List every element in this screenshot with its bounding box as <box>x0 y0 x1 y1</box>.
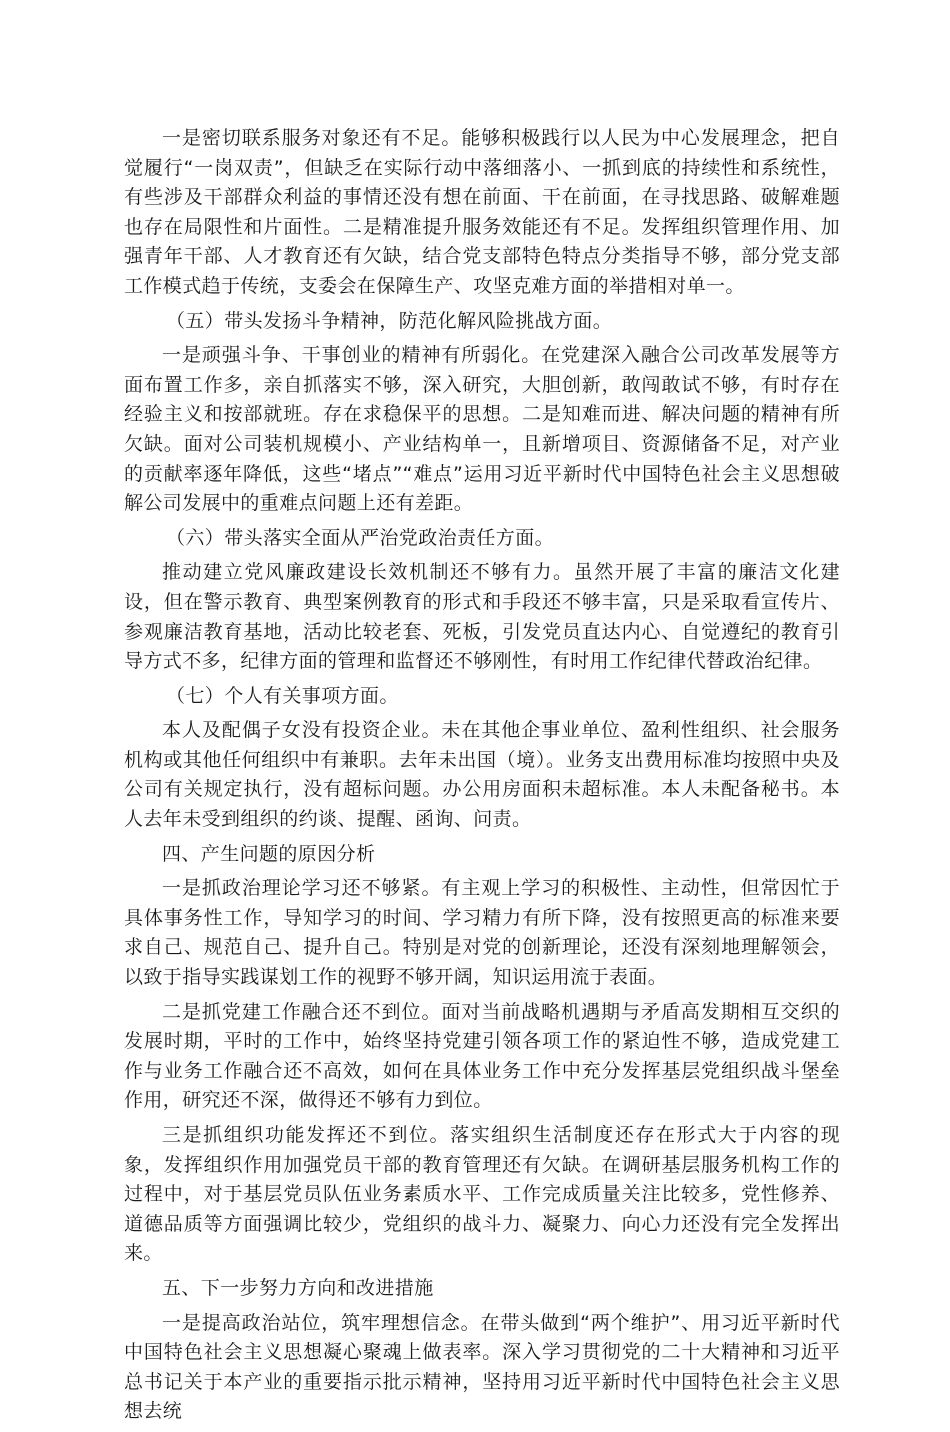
section-heading: 五、下一步努力方向和改进措施 <box>162 1276 434 1299</box>
paragraph: 一是密切联系服务对象还有不足。能够积极践行以人民为中心发展理念，把自觉履行“一岗双责”，但缺乏在实际行动中落细落小、一抓到底的持续性和系统性，有些涉及干部群众利益的事情还没有想在前面、干在前面，在寻找思路、破解难题也存在局限性和片面性。二是精准提升服务效能还有不足。发挥组织管理作用、加强青年干部、人才教育还有欠缺，结合党支部特色特点分类指导不够，部分党支部工作模式趋于传统，支委会在保障生产、攻坚克难方面的举措相对单一。 <box>124 127 840 297</box>
section-heading: 四、产生问题的原因分析 <box>162 842 376 865</box>
paragraph: 推动建立党风廉政建设长效机制还不够有力。虽然开展了丰富的廉洁文化建设，但在警示教育、典型案例教育的形式和手段还不够丰富，只是采取看宣传片、参观廉洁教育基地，活动比较老套、死板，引发党员直达内心、自觉遵纪的教育引导方式不多，纪律方面的管理和监督还不够刚性，有时用工作纪律代替政治纪律。 <box>124 561 840 673</box>
document-body <box>124 124 840 1432</box>
paragraph: 二是抓党建工作融合还不到位。面对当前战略机遇期与矛盾高发期相互交织的发展时期，平时的工作中，始终坚持党建引领各项工作的紧迫性不够，造成党建工作与业务工作融合还不高效，如何在具体业务工作中充分发挥基层党组织战斗堡垒作用，研究还不深，做得还不够有力到位。 <box>124 1000 840 1112</box>
paragraph: 一是抓政治理论学习还不够紧。有主观上学习的积极性、主动性，但常因忙于具体事务性工作，导知学习的时间、学习精力有所下降，没有按照更高的标准来要求自己、规范自己、提升自己。特别是对党的创新理论，还没有深刻地理解领会，以致于指导实践谋划工作的视野不够开阔，知识运用流于表面。 <box>124 877 840 989</box>
section-heading: （五）带头发扬斗争精神，防范化解风险挑战方面。 <box>166 309 613 332</box>
section-heading: （七）个人有关事项方面。 <box>166 684 399 707</box>
paragraph: 三是抓组织功能发挥还不到位。落实组织生活制度还存在形式大于内容的现象，发挥组织作用加强党员干部的教育管理还有欠缺。在调研基层服务机构工作的过程中，对于基层党员队伍业务素质水平、工作完成质量关注比较多，党性修养、道德品质等方面强调比较少，党组织的战斗力、凝聚力、向心力还没有完全发挥出来。 <box>124 1124 840 1265</box>
section-heading: （六）带头落实全面从严治党政治责任方面。 <box>166 526 555 549</box>
paragraph: 本人及配偶子女没有投资企业。未在其他企事业单位、盈利性组织、社会服务机构或其他任何组织中有兼职。去年未出国（境）。业务支出费用标准均按照中央及公司有关规定执行，没有超标问题。办公用房面积未超标准。本人未配备秘书。本人去年未受到组织的约谈、提醒、函询、问责。 <box>124 719 840 831</box>
paragraph: 一是顽强斗争、干事创业的精神有所弱化。在党建深入融合公司改革发展等方面布置工作多，亲自抓落实不够，深入研究，大胆创新，敢闯敢试不够，有时存在经验主义和按部就班。存在求稳保平的思想。二是知难而进、解决问题的精神有所欠缺。面对公司装机规模小、产业结构单一，且新增项目、资源储备不足，对产业的贡献率逐年降低，这些“堵点”“难点”运用习近平新时代中国特色社会主义思想破解公司发展中的重难点问题上还有差距。 <box>124 344 840 515</box>
paragraph: 一是提高政治站位，筑牢理想信念。在带头做到“两个维护”、用习近平新时代中国特色社会主义思想凝心聚魂上做表率。深入学习贯彻党的二十大精神和习近平总书记关于本产业的重要指示批示精神，坚持用习近平新时代中国特色社会主义思想去统 <box>124 1311 840 1423</box>
